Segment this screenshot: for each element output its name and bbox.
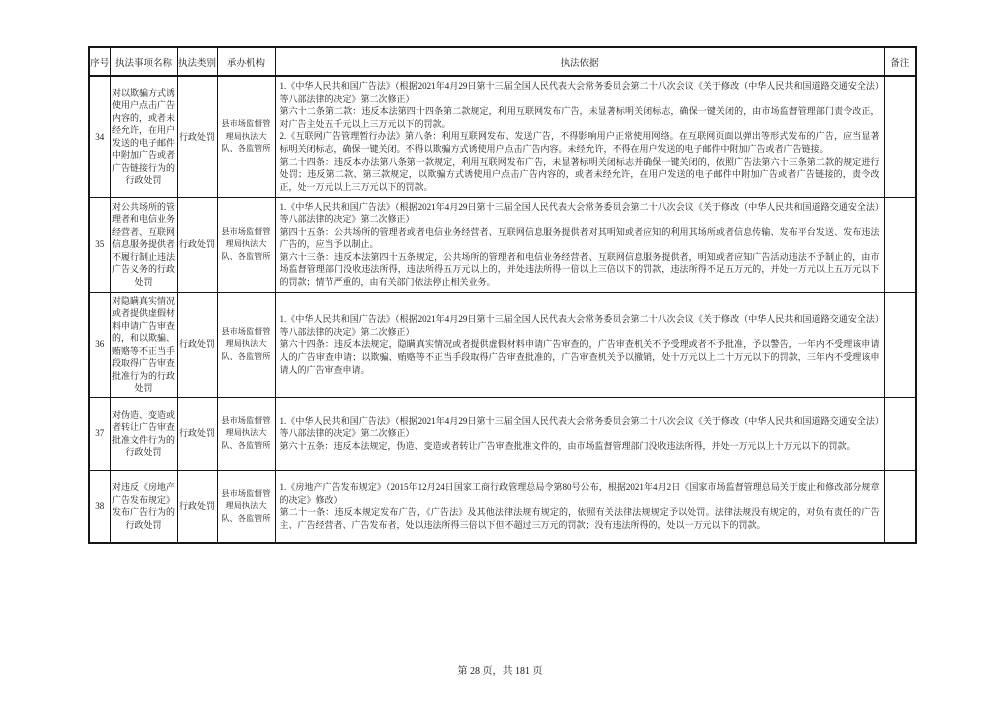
cell-handling-agency: 县市场监督管理局执法大队、各监管所 xyxy=(217,470,275,543)
cell-enforcement-category: 行政处罚 xyxy=(177,397,217,470)
cell-remarks xyxy=(884,292,916,397)
table-header-row xyxy=(89,47,916,76)
header-remarks: 备注 xyxy=(884,47,916,76)
cell-legal-basis xyxy=(275,470,884,543)
cell-handling-agency: 县市场监督管理局执法大队、各监管所 xyxy=(217,292,275,397)
cell-handling-agency: 县市场监督管理局执法大队、各监管所 xyxy=(217,397,275,470)
header-handling-agency: 承办机构 xyxy=(217,47,275,76)
basis-paragraph: 第四十五条：公共场所的管理者或者电信业务经营者、互联网信息服务提供者对其明知或者应知的利用其场所或者信息传输、发布平台发送、发布违法广告的，应当予以制止。 xyxy=(279,226,880,250)
cell-legal-basis xyxy=(275,76,884,197)
cell-handling-agency: 县市场监督管理局执法大队、各监管所 xyxy=(217,197,275,292)
cell-legal-basis xyxy=(275,397,884,470)
cell-serial-number: 38 xyxy=(89,470,110,543)
header-enforcement-category: 执法类别 xyxy=(177,47,217,76)
cell-remarks xyxy=(884,470,916,543)
basis-paragraph: 1.《中华人民共和国广告法》（根据2021年4月29日第十三届全国人民代表大会常务委员会第二十八次会议《关于修改（中华人民共和国道路交通安全法）等八部法律的决定》第二次修正） xyxy=(279,201,880,225)
cell-matter-name: 对以欺骗方式诱使用户点击广告内容的，或者未经允许，在用户发送的电子邮件中附加广告或者广告链接行为的行政处罚 xyxy=(110,76,177,197)
basis-paragraph: 1.《房地产广告发布规定》（2015年12月24日国家工商行政管理总局令第80号公布，根据2021年4月2日《国家市场监督管理总局关于废止和修改部分规章的决定》修改） xyxy=(279,482,880,505)
table-row xyxy=(89,470,916,543)
cell-matter-name: 对隐瞒真实情况或者提供虚假材料申请广告审查的，和以欺骗、贿赂等不正当手段取得广告审查批准行为的行政处罚 xyxy=(110,292,177,397)
basis-paragraph: 1.《中华人民共和国广告法》（根据2021年4月29日第十三届全国人民代表大会常务委员会第二十八次会议《关于修改（中华人民共和国道路交通安全法）等八部法律的决定》第二次修正） xyxy=(279,81,880,104)
cell-legal-basis xyxy=(275,197,884,292)
basis-paragraph: 第六十四条：违反本法规定，隐瞒真实情况或者提供虚假材料申请广告审查的，广告审查机关不予受理或者不予批准，予以警告，一年内不受理该申请人的广告审查申请；以欺骗、贿赂等不正当手段取得广告审查批准的，广告审查机关予以撤销，处十万元以上二十万元以下的罚款，三年内不受理该申请人的广告审查申请。 xyxy=(279,339,880,375)
cell-enforcement-category: 行政处罚 xyxy=(177,76,217,197)
enforcement-matters-table xyxy=(88,46,917,544)
basis-paragraph: 第六十二条第二款：违反本法第四十四条第二款规定，利用互联网发布广告，未显著标明关闭标志，确保一键关闭的，由市场监督管理部门责令改正，对广告主处五千元以上三万元以下的罚款。 xyxy=(279,106,880,129)
cell-serial-number: 37 xyxy=(89,397,110,470)
cell-serial-number: 36 xyxy=(89,292,110,397)
basis-paragraph: 第二十一条：违反本规定发布广告，《广告法》及其他法律法规有规定的，依照有关法律法规规定予以处罚。法律法规没有规定的，对负有责任的广告主、广告经营者、广告发布者，处以违法所得三倍以下但不超过三万元的罚款；没有违法所得的，处以一万元以下的罚款。 xyxy=(279,507,880,530)
basis-paragraph: 2.《互联网广告管理暂行办法》第八条：利用互联网发布、发送广告，不得影响用户正常使用网络。在互联网页面以弹出等形式发布的广告，应当显著标明关闭标志，确保一键关闭。不得以欺骗方式诱使用户点击广告内容。未经允许，不得在用户发送的电子邮件中附加广告或者广告链接。 xyxy=(279,131,880,155)
cell-handling-agency: 县市场监督管理局执法大队、各监管所 xyxy=(217,76,275,197)
table-row xyxy=(89,292,916,397)
cell-matter-name: 对伪造、变造或者转让广告审查批准文件行为的行政处罚 xyxy=(110,397,177,470)
basis-paragraph: 第六十三条：违反本法第四十五条规定，公共场所的管理者和电信业务经营者、互联网信息服务提供者，明知或者应知广告活动违法不予制止的，由市场监督管理部门没收违法所得，违法所得五万元以上的，并处违法所得一倍以上三倍以下的罚款，违法所得不足五万元的，并处一万元以上五万元以下的罚款；情节严重的，由有关部门依法停止相关业务。 xyxy=(279,251,880,288)
basis-paragraph: 第六十五条：违反本法规定，伪造、变造或者转让广告审查批准文件的，由市场监督管理部门没收违法所得，并处一万元以上十万元以下的罚款。 xyxy=(279,440,856,451)
basis-paragraph: 第二十四条：违反本办法第八条第一款规定，利用互联网发布广告，未显著标明关闭标志并确保一键关闭的，依照广告法第六十三条第二款的规定进行处罚；违反第二款、第三款规定，以欺骗方式诱使用户点击广告内容的，或者未经允许，在用户发送的电子邮件中附加广告或者广告链接的，责令改正，处一万元以上三万元以下的罚款。 xyxy=(279,156,880,192)
table-row xyxy=(89,197,916,292)
table-row xyxy=(89,397,916,470)
cell-enforcement-category: 行政处罚 xyxy=(177,292,217,397)
cell-remarks xyxy=(884,197,916,292)
cell-serial-number: 35 xyxy=(89,197,110,292)
cell-matter-name: 对违反《房地产广告发布规定》发布广告行为的行政处罚 xyxy=(110,470,177,543)
cell-enforcement-category: 行政处罚 xyxy=(177,197,217,292)
cell-remarks xyxy=(884,397,916,470)
table-body xyxy=(89,76,916,543)
header-matter-name: 执法事项名称 xyxy=(110,47,177,76)
basis-paragraph: 1.《中华人民共和国广告法》（根据2021年4月29日第十三届全国人民代表大会常务委员会第二十八次会议《关于修改（中华人民共和国道路交通安全法）等八部法律的决定》第二次修正） xyxy=(279,314,880,337)
cell-legal-basis xyxy=(275,292,884,397)
cell-serial-number: 34 xyxy=(89,76,110,197)
header-serial-number: 序号 xyxy=(89,47,110,76)
table-row xyxy=(89,76,916,197)
cell-matter-name: 对公共场所的管理者和电信业务经营者、互联网信息服务提供者不履行制止违法广告义务的行政处罚 xyxy=(110,197,177,292)
cell-enforcement-category: 行政处罚 xyxy=(177,470,217,543)
header-legal-basis: 执法依据 xyxy=(275,47,884,76)
basis-paragraph: 1.《中华人民共和国广告法》（根据2021年4月29日第十三届全国人民代表大会常务委员会第二十八次会议《关于修改（中华人民共和国道路交通安全法）等八部法律的决定》第二次修正） xyxy=(279,415,880,439)
page-number-footer: 第 28 页，共 181 页 xyxy=(457,666,543,677)
cell-remarks xyxy=(884,76,916,197)
